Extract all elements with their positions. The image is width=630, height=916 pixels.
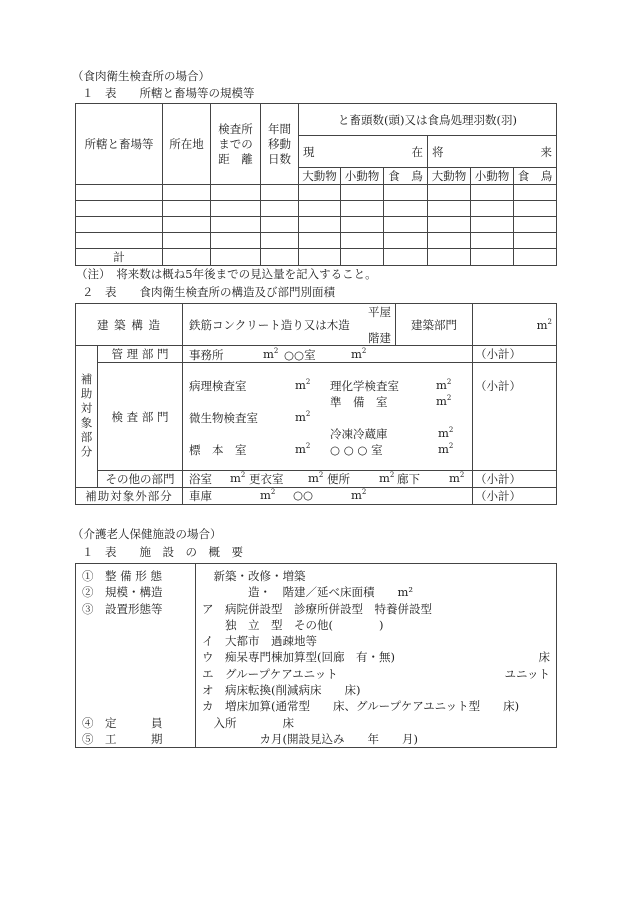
table-cell (76, 233, 163, 249)
other-dept-items: 浴室 $m^2$ 更衣室 $m^2$ 便所 $m^2$ 廊下 $m^2$ (183, 471, 473, 488)
table-cell (299, 185, 341, 201)
header-slaughter-count: と畜頭数(頭)又は食鳥処理羽数(羽) (299, 104, 557, 136)
table-cell (384, 185, 428, 201)
facility-value-line: 新築・改修・増築 (202, 569, 306, 583)
table-cell (261, 217, 299, 233)
table-cell (341, 249, 384, 266)
table1-note: （注） 将来数は概ね5年後までの見込量を記入すること。 (76, 267, 377, 281)
section-heading-meat-inspection: （食肉衛生検査所の場合） (72, 69, 210, 83)
table-cell (299, 217, 341, 233)
facility-label-line: ⑤ 工 期 (82, 731, 163, 746)
table-cell (471, 233, 514, 249)
facility-value-line: 入所 床 (202, 715, 294, 730)
table-cell (211, 217, 261, 233)
table-cell (299, 249, 341, 266)
table-cell (471, 249, 514, 266)
facility-label-line (82, 617, 195, 633)
table-cell (514, 185, 557, 201)
facility-label-line (82, 633, 195, 649)
facility-value-line: オ 病床転換(削減病床 床) (202, 683, 361, 698)
table-cell (341, 201, 384, 217)
table-cell (341, 217, 384, 233)
table-cell (163, 233, 211, 249)
table-cell (428, 249, 471, 266)
table-cell (428, 233, 471, 249)
facility-label-line: ① 整 備 形 態 (82, 569, 162, 583)
facility-value-line: 造・ 階建／延べ床面積 m² (202, 585, 414, 600)
facility-value-line: ウ 痴呆専門棟加算型(回廊 有・無) 床 (202, 650, 550, 665)
header-distance: 検査所 までの 距 離 (211, 104, 261, 185)
table-cell (384, 217, 428, 233)
facility-table-title: １ 表 施 設 の 概 要 (82, 545, 243, 559)
subsidy-target-label: 補助対象部分 (76, 346, 98, 488)
header-jurisdiction: 所轄と畜場等 (76, 104, 163, 185)
facility-item-labels (76, 564, 196, 748)
facility-label-line (82, 698, 195, 714)
facility-label-line: ④ 定 員 (82, 715, 163, 730)
table-row (76, 185, 557, 201)
table-cell (428, 201, 471, 217)
table-cell (163, 185, 211, 201)
table-cell (211, 249, 261, 266)
table-cell (514, 201, 557, 217)
table-cell (261, 249, 299, 266)
other-subtotal: （小計） (473, 471, 557, 488)
header-large-animal-future: 大動物 (428, 168, 471, 185)
table-cell (261, 201, 299, 217)
inspection-subtotal: （小計） (473, 363, 557, 471)
structure-value: 鉄筋コンクリート造り又は木造 平屋 階建 (183, 304, 396, 346)
other-dept-label: その他の部門 (98, 471, 183, 488)
building-dept-area: $m^2$ (473, 304, 557, 346)
table-cell (76, 185, 163, 201)
facility-value-line: ア 病院併設型 診療所併設型 特養併設型 (202, 601, 432, 616)
table-cell (471, 217, 514, 233)
non-subsidy-items: 車庫 $m^2$ ○○ $m^2$ (183, 488, 473, 505)
table-cell (514, 217, 557, 233)
table-cell: 計 (76, 249, 163, 266)
table-cell (428, 217, 471, 233)
table-cell (341, 185, 384, 201)
facility-value-suffix: 床 (538, 650, 550, 665)
facility-label-line (82, 666, 195, 682)
table-cell (76, 201, 163, 217)
table-cell (261, 185, 299, 201)
structure-label: 建 築 構 造 (76, 304, 183, 346)
facility-item-values (196, 564, 557, 748)
header-large-animal: 大動物 (299, 168, 341, 185)
table-cell (299, 233, 341, 249)
non-subsidy-subtotal: （小計） (473, 488, 557, 505)
header-small-animal: 小動物 (341, 168, 384, 185)
non-subsidy-label: 補助対象外部分 (76, 488, 183, 505)
table-cell (341, 233, 384, 249)
facility-label-line (82, 682, 195, 698)
table1-title: １ 表 所轄と畜場等の規模等 (82, 86, 255, 100)
table2-title: ２ 表 食肉衛生検査所の構造及び部門別面積 (82, 285, 335, 299)
section-heading-elderly-care: （介護老人保健施設の場合） (72, 527, 222, 541)
facility-value-line: イ 大都市 過疎地等 (202, 634, 317, 649)
table-cell (471, 201, 514, 217)
facility-value-line: カ 増床加算(通常型 床、グループケアユニット型 床) (202, 699, 520, 714)
header-small-animal-future: 小動物 (471, 168, 514, 185)
table-total-row (76, 249, 557, 266)
table-row (76, 233, 557, 249)
table-cell (471, 185, 514, 201)
header-poultry-future: 食 鳥 (514, 168, 557, 185)
table-row (76, 217, 557, 233)
header-poultry: 食 鳥 (384, 168, 428, 185)
table-cell (384, 201, 428, 217)
table-cell (163, 217, 211, 233)
table-cell (76, 217, 163, 233)
admin-subtotal: （小計） (473, 346, 557, 363)
table-cell (299, 201, 341, 217)
table-cell (384, 249, 428, 266)
table-cell (163, 249, 211, 266)
table-cell (261, 233, 299, 249)
table-cell (428, 185, 471, 201)
table-cell (211, 185, 261, 201)
header-travel-days: 年間 移動 日数 (261, 104, 299, 185)
table-cell (163, 201, 211, 217)
header-current: 現 在 (299, 136, 428, 168)
facility-label-line (82, 649, 195, 665)
inspection-dept-label: 検 査 部 門 (98, 363, 183, 471)
header-future: 将 来 (428, 136, 557, 168)
facility-overview-table (75, 563, 557, 748)
table-cell (514, 249, 557, 266)
table-cell (211, 233, 261, 249)
building-dept-label: 建築部門 (396, 304, 473, 346)
facility-value-line: エ グループケアユニット ユニット (202, 666, 550, 681)
admin-dept-items: 事務所 $m^2$ ○○室 $m^2$ (183, 346, 473, 363)
inspection-dept-items: 病理検査室 $m^2$ 理化学検査室 $m^2$ 準 備 室 $m^2$ 微生物検査室 $m^2$ 冷凍冷蔵庫 $m^2$ 標 本 室 $m^2$ ○ ○ ○ 室 $m^2$ (183, 363, 473, 471)
facility-label-line: ③ 設置形態等 (82, 601, 163, 616)
table-cell (211, 201, 261, 217)
table-cell (514, 233, 557, 249)
table1-jurisdiction-scale (75, 103, 557, 266)
table2-structure-area (75, 303, 557, 505)
facility-value-suffix: ユニット (504, 666, 550, 681)
table-cell (384, 233, 428, 249)
header-location: 所在地 (163, 104, 211, 185)
facility-value-line: カ月(開設見込み 年 月) (202, 731, 418, 746)
facility-label-line: ② 規模・構造 (82, 585, 163, 600)
table-row (76, 201, 557, 217)
admin-dept-label: 管 理 部 門 (98, 346, 183, 363)
facility-value-line: 独 立 型 その他( ) (202, 617, 384, 632)
